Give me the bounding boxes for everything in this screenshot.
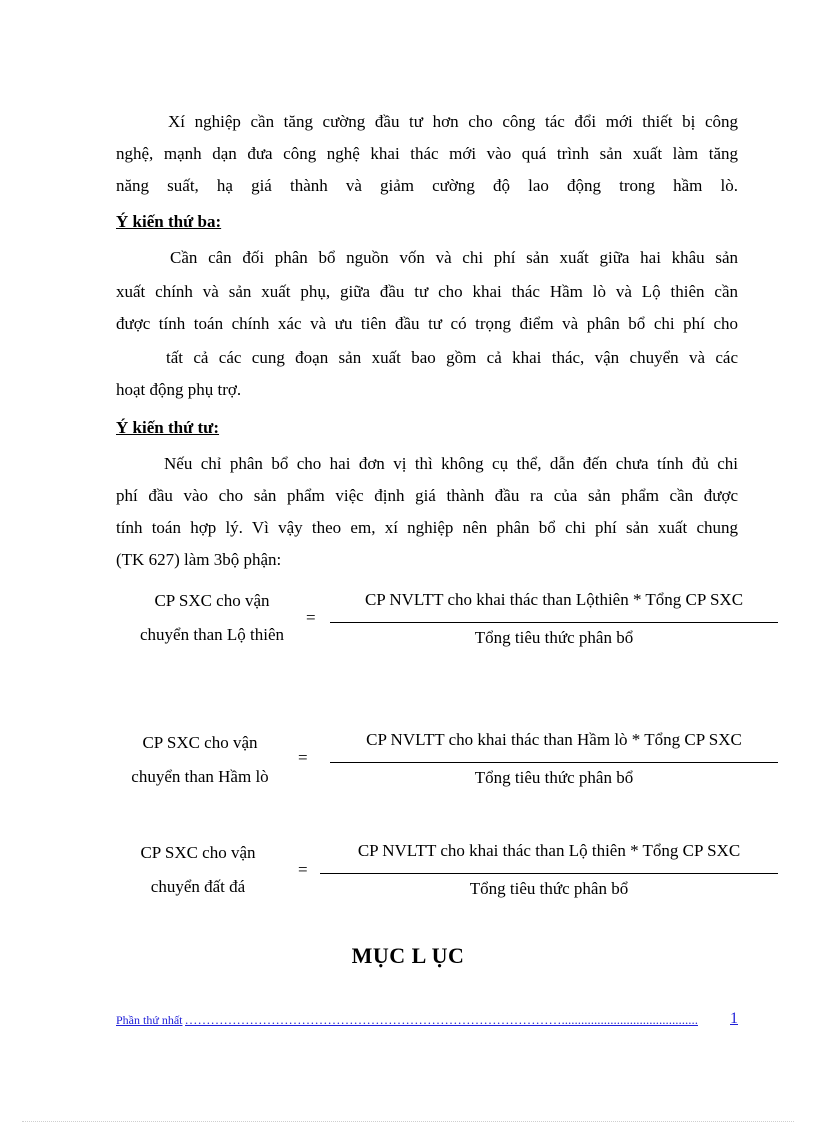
toc-title: MỤC L ỤC [351,943,465,968]
formula-1-left-line-1: CP SXC cho vận [154,591,270,610]
paragraph-3-line-2: phí đầu vào cho sản phẩm việc định giá thành đầu ra của sản phẩm cần được [116,486,738,505]
formula-2-denominator: Tổng tiêu thức phân bổ [474,768,634,787]
formula-1-equals: = [306,608,316,627]
paragraph-2-line-1: Cần cân đối phân bổ nguồn vốn và chi phí sản xuất giữa hai khâu sản [170,248,738,267]
paragraph-1-line-1: Xí nghiệp cần tăng cường đầu tư hơn cho công tác đổi mới thiết bị công [168,112,738,131]
formula-1-fraction-bar [330,622,778,623]
formula-2-left-line-1: CP SXC cho vận [142,733,258,752]
formula-2-left-line-2: chuyển than Hầm lò [131,767,269,786]
toc-entry-page-number[interactable]: 1 [730,1010,738,1027]
paragraph-1-line-2: nghệ, mạnh dạn đưa công nghệ khai thác mới vào quá trình sản xuất làm tăng [116,144,738,163]
paragraph-2-line-2: xuất chính và sản xuất phụ, giữa đầu tư cho khai thác Hầm lò và Lộ thiên cần [116,282,738,301]
formula-1-left [112,584,312,652]
toc-entry-label[interactable]: Phần thứ nhất [116,1013,183,1027]
formula-2-fraction-bar [330,762,778,763]
formula-3-equals: = [298,860,308,879]
formula-2-numerator: CP NVLTT cho khai thác than Hầm lò * Tổng CP SXC [366,730,742,749]
toc-entry[interactable] [116,1010,738,1028]
formula-1-denominator: Tổng tiêu thức phân bổ [474,628,634,647]
formula-3-fraction-bar [320,873,778,874]
formula-2-equals: = [298,748,308,767]
paragraph-2-line-5: hoạt động phụ trợ. [116,380,242,399]
formula-1-numerator: CP NVLTT cho khai thác than Lộthiên * Tổng CP SXC [364,590,744,609]
formula-3-numerator: CP NVLTT cho khai thác than Lộ thiên * Tổng CP SXC [357,841,741,860]
page-bottom-edge [22,1121,794,1122]
formula-3-left [98,836,298,904]
formula-3-left-line-1: CP SXC cho vận [140,843,256,862]
formula-3-denominator: Tổng tiêu thức phân bổ [469,879,629,898]
formula-2-left [100,726,300,794]
formula-1-left-line-2: chuyển than Lộ thiên [140,625,284,644]
paragraph-3-line-1: Nếu chỉ phân bổ cho hai đơn vị thì không cụ thể, dẫn đến chưa tính đủ chi [164,454,738,473]
heading-opinion-three: Ý kiến thứ ba: [116,212,222,231]
paragraph-3-line-3: tính toán hợp lý. Vì vậy theo em, xí nghiệp nên phân bổ chi phí sản xuất chung [116,518,738,537]
paragraph-2-line-3: được tính toán chính xác và ưu tiên đầu tư có trọng điểm và phân bổ chi phí cho [116,314,738,333]
paragraph-3-line-4: (TK 627) làm 3bộ phận: [116,550,282,569]
formula-3-left-line-2: chuyển đất đá [150,877,246,896]
paragraph-2-line-4: tất cả các cung đoạn sản xuất bao gồm cả khai thác, vận chuyển và các [166,348,738,367]
paragraph-1-line-3: năng suất, hạ giá thành và giảm cường độ lao động trong hầm lò. [116,176,738,195]
toc-entry-leader: …………………………………………………………………………….......................................... [184,1012,698,1027]
heading-opinion-four: Ý kiến thứ tư: [116,418,220,437]
